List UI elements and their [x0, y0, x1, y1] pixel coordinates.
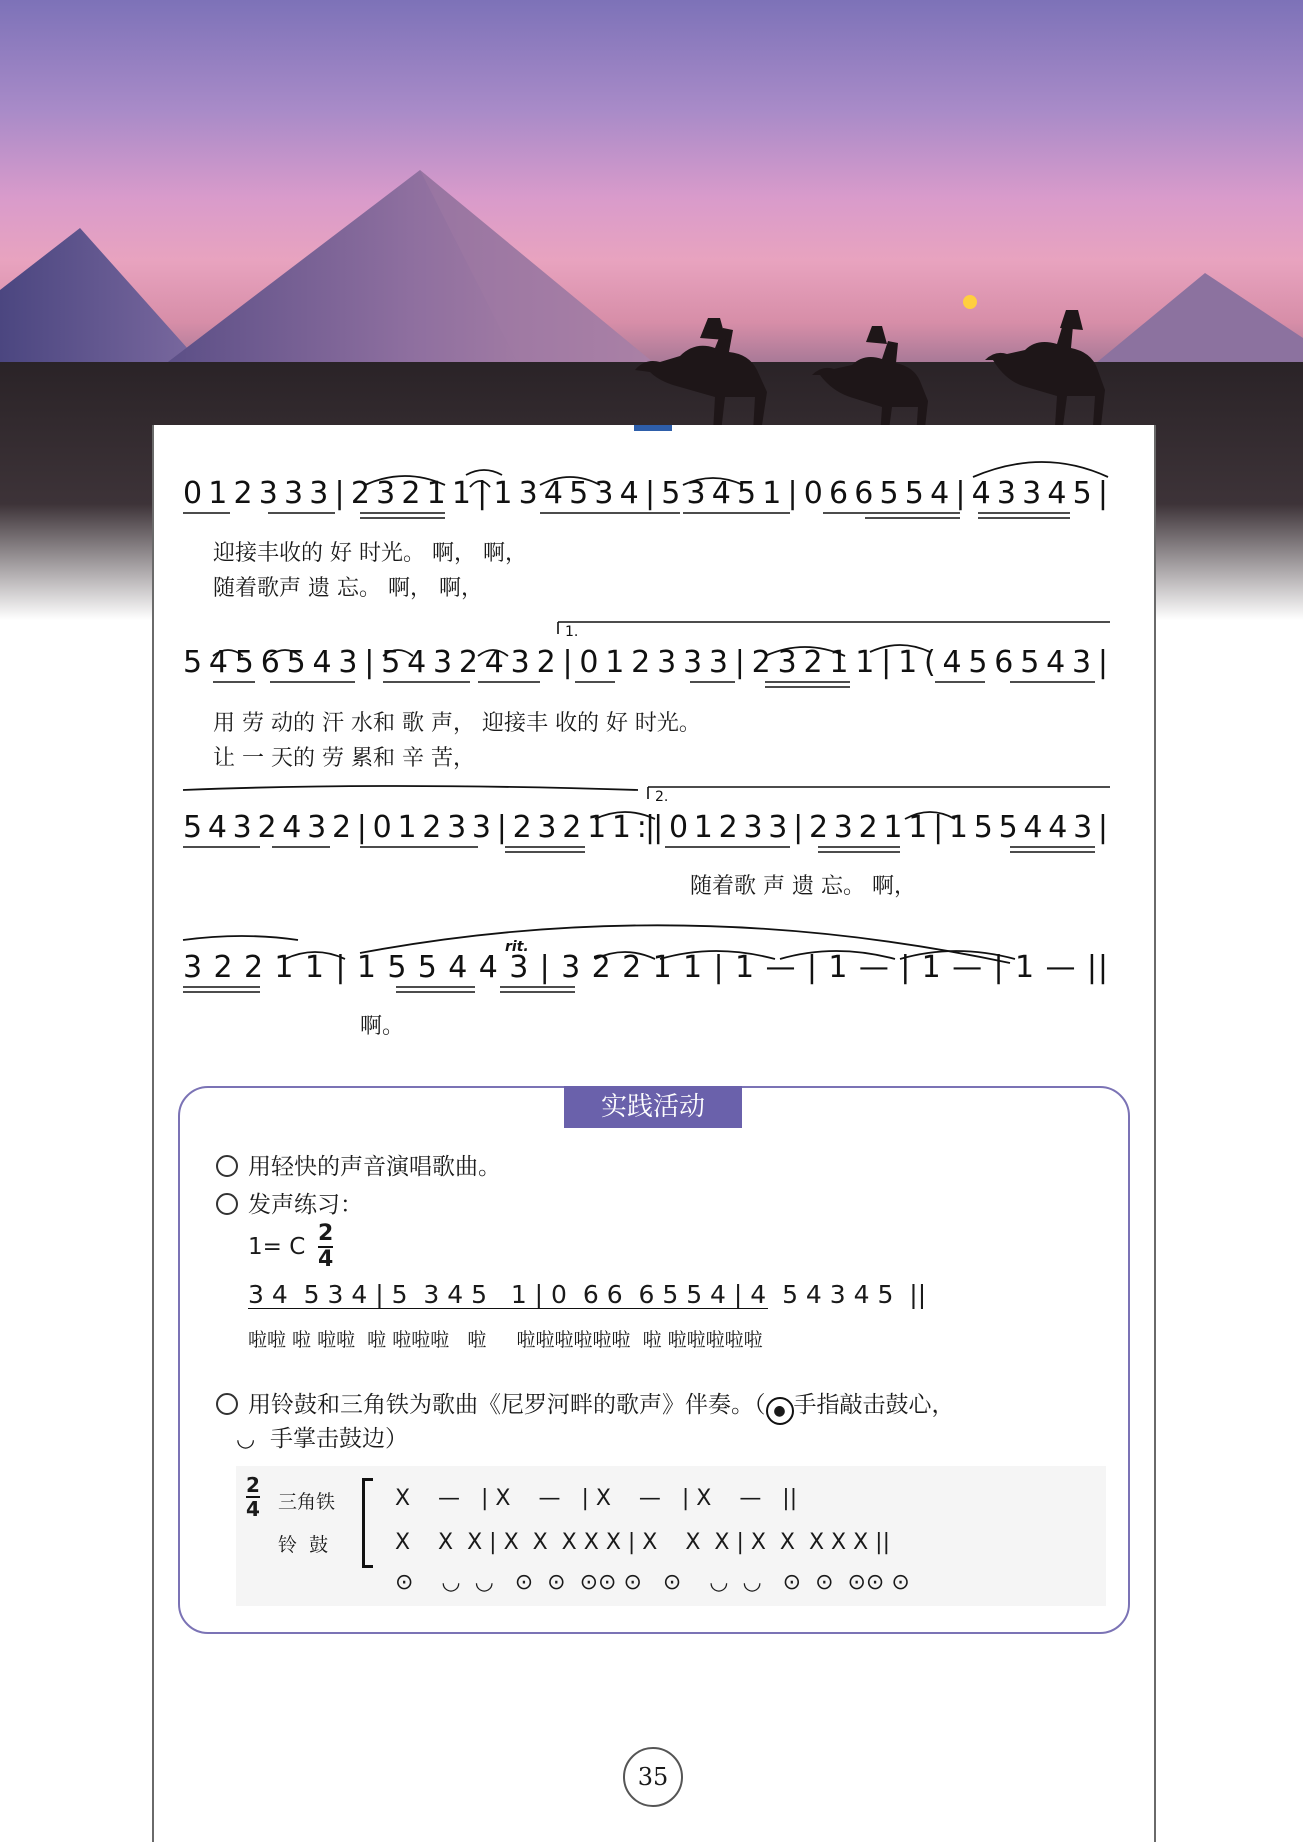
- activity-item-2-text: 发声练习：: [248, 1192, 363, 1218]
- key-signature: 1= C: [248, 1234, 306, 1260]
- time-signature-top: 2: [318, 1221, 334, 1246]
- activity-item-3-sym-text: 手指敲击鼓心，: [793, 1392, 955, 1418]
- lyrics-row-3: 随着歌 声 遗 忘。 啊，: [690, 874, 916, 899]
- rit-marking: rit.: [505, 939, 529, 955]
- time-signature-bottom: 4: [318, 1247, 334, 1272]
- score-row-4: [0, 925, 1303, 1085]
- sun: [963, 295, 977, 309]
- notes-row-3: 5 4 3 2 4 3 2 | 0 1 2 3 3 | 2 3 2 1 1 :|| 0 1 2 3 3 | 2 3 2 1 1 | 1 5 5 4 4 3 |: [183, 810, 1108, 845]
- notes-row-2: 5 4 5 6 5 4 3 | 5 4 3 2 4 3 2 | 0 1 2 3 3 3 | 2 3 2 1 1 | 1 ( 4 5 6 5 4 3 |: [183, 645, 1108, 680]
- drum-edge-icon: ◡: [236, 1427, 256, 1452]
- rhythm-time-top: 2: [246, 1473, 260, 1497]
- circle-bullet-icon: [216, 1393, 238, 1415]
- pyramid-left: [0, 228, 205, 368]
- activity-title: 实践活动: [564, 1086, 742, 1128]
- lyrics-row-4: 啊。: [360, 1014, 405, 1039]
- volta-2: 2.: [655, 789, 669, 805]
- lyrics-row-1-verse-2: 随着歌声 遗 忘。 啊， 啊，: [213, 576, 483, 601]
- tambourine-symbols: ⊙ ◡ ◡ ⊙ ⊙ ⊙⊙ ⊙ ⊙ ◡ ◡ ⊙ ⊙ ⊙⊙ ⊙: [395, 1570, 910, 1595]
- lyrics-row-2-verse-1: 用 劳 动的 汗 水和 歌 声， 迎接丰 收的 好 时光。: [213, 711, 701, 736]
- score-row-2: [0, 620, 1303, 780]
- rhythm-time-bottom: 4: [246, 1497, 260, 1521]
- exercise-notes: 3 4 5 3 4 | 5 3 4 5 1 | 0 6 6 6 5 5 4 | 4 5 4 3 4 5 ||: [248, 1280, 927, 1309]
- exercise-underline: [248, 1308, 768, 1309]
- score-row-1: [0, 455, 1303, 615]
- lyrics-row-2-verse-2: 让 一 天的 劳 累和 辛 苦，: [213, 746, 475, 771]
- rhythm-time-signature: [246, 1474, 260, 1520]
- circle-bullet-icon: [216, 1193, 238, 1215]
- activity-item-1-text: 用轻快的声音演唱歌曲。: [248, 1154, 501, 1180]
- activity-item-3-line-2: [236, 1420, 408, 1453]
- page-number: 35: [623, 1747, 683, 1807]
- volta-1: 1.: [565, 624, 579, 640]
- activity-item-3-line-2-text: 手掌击鼓边）: [270, 1426, 408, 1452]
- time-signature: [318, 1222, 333, 1272]
- circle-bullet-icon: [216, 1155, 238, 1177]
- staff-bracket: [362, 1478, 373, 1568]
- pyramid-right: [1090, 273, 1303, 368]
- exercise-lyrics: 啦啦 啦 啦啦 啦 啦啦啦 啦 啦啦啦啦啦啦 啦 啦啦啦啦啦: [248, 1329, 763, 1351]
- panel-tab-marker: [634, 425, 672, 431]
- triangle-rhythm: X — | X — | X — | X — ||: [395, 1486, 798, 1511]
- drum-center-icon: ●: [766, 1397, 794, 1425]
- instrument-tambourine: 铃 鼓: [278, 1534, 329, 1556]
- activity-item-vocal: [216, 1186, 363, 1219]
- score-row-3: [0, 785, 1303, 945]
- activity-item-sing: [216, 1148, 501, 1181]
- tambourine-rhythm: X X X | X X X X X | X X X | X X X X X ||: [395, 1530, 890, 1555]
- notes-row-4: 3 2 2 1 1 | 1 5 5 4 4 3 | 3 2 2 1 1 | 1 — | 1 — | 1 — | 1 — ||: [183, 950, 1108, 985]
- instrument-triangle: 三角铁: [278, 1491, 336, 1513]
- lyrics-row-1-verse-1: 迎接丰收的 好 时光。 啊， 啊，: [213, 541, 527, 566]
- activity-item-3-text: 用铃鼓和三角铁为歌曲《尼罗河畔的歌声》伴奏。（: [248, 1392, 766, 1418]
- notes-row-1: 0 1 2 3 3 3 | 2 3 2 1 1 | 1 3 4 5 3 4 | 5 3 4 5 1 | 0 6 6 5 5 4 | 4 3 3 4 5 |: [183, 476, 1108, 511]
